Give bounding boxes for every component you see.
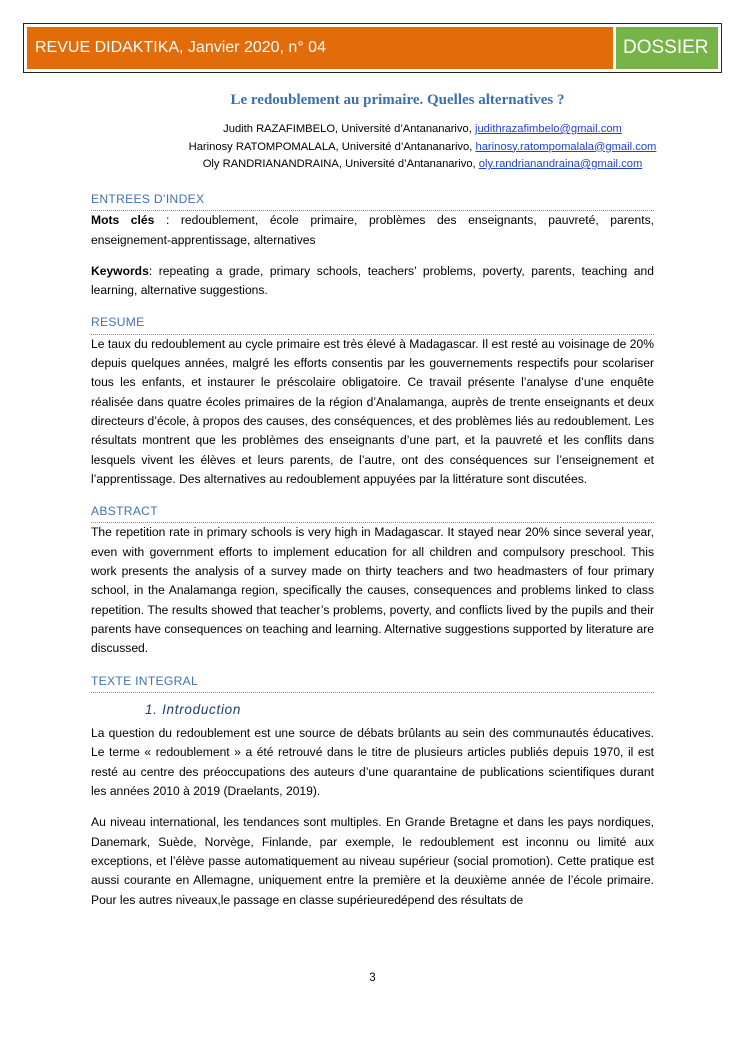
abstract-paragraph: The repetition rate in primary schools is very high in Madagascar. It stayed near 20% since several year, even with government efforts to implement education for all children and compulsory preschool. This work presents the analysis of a survey made on thirty teachers and two headmasters of four primary school, in the Analamanga region, specifically the causes, consequences and problems linked to class repetition. The results showed that teacher’s problems, poverty, and conflicts lived by the pupils and their parents have consequences on teaching and learning. Alternative suggestions supported by literature are discussed. [91,525,654,656]
intro-paragraph-2: Au niveau international, les tendances sont multiples. En Grande Bretagne et dans les pays nordiques, Danemark, Suède, Norvège, Finlande, par exemple, le redoublement est inconnu ou limité aux exceptions, et l’élève passe automatiquement au niveau supérieur (social promotion). Cette pratique est aussi courante en Allemagne, uniquement entre la première et la deuxième année de l’école primaire. Pour les autres niveaux,le passage en classe supérieuredépend des résultats de [91,815,654,907]
author-line [50,156,745,174]
intro-paragraph-1: La question du redoublement est une source de débats brûlants au sein des communautés éducatives. Le terme « redoublement » a été retrouvé dans le titre de plusieurs articles publiés depuis 1970, il est resté au centre des préoccupations des auteurs d’une quarantaine de publications scientifiques durant les années 2010 à 2019 (Draelants, 2019). [91,726,654,799]
texte-integral-heading: TEXTE INTEGRAL [91,672,654,693]
keywords-text: : repeating a grade, primary schools, teachers’ problems, poverty, parents, teaching and learning, alternative suggestions. [91,263,654,298]
section-label-banner: DOSSIER [616,27,718,69]
author-affiliation: Judith RAZAFIMBELO, Université d’Antananarivo, [223,123,475,135]
journal-header [23,23,722,73]
resume-heading: RESUME [91,313,654,334]
mots-cles-text: : redoublement, école primaire, problèmes des enseignants, pauvreté, parents, enseignement-apprentissage, alternatives [91,213,654,247]
author-list [50,121,745,174]
author-line [50,139,745,157]
author-affiliation: Harinosy RATOMPOMALALA, Université d’Antananarivo, [188,140,476,153]
abstract-heading: ABSTRACT [91,502,654,523]
mots-cles-label: Mots clés [91,213,155,228]
article-title: Le redoublement au primaire. Quelles alternatives ? [230,92,565,108]
resume-paragraph: Le taux du redoublement au cycle primaire est très élevé à Madagascar. Il est resté au voisinage de 20% depuis quelques années, malgré les efforts consentis par les gouvernements respectifs pour scolariser tous les enfants, et instaurer le préscolaire obligatoire. Ce travail présente l’analyse d’une enquête réalisée dans quatre écoles primaires de la région d’Analamanga, auprès de trente enseignants et deux directeurs d’école, à propos des causes, des conséquences, et des problèmes liés au redoublement. Les résultats montrent que les problèmes des enseignants d’une part, et la pauvreté et les conflits dans lesquels vivent les élèves et leurs parents, de l’autre, ont des conséquences sur l’enseignement et l’apprentissage. Des alternatives au redoublement appuyées par la littérature sont discutées. [91,336,654,486]
keywords-label: Keywords [91,263,149,278]
author-line [50,121,745,139]
author-email-link[interactable]: harinosy.ratompomalala@gmail.com [475,140,657,153]
article-body [91,190,654,910]
journal-title-banner: REVUE DIDAKTIKA, Janvier 2020, n° 04 [27,27,613,69]
author-affiliation: Oly RANDRIANANDRAINA, Université d’Antananarivo, [202,158,479,170]
introduction-subheading: 1. Introduction [145,701,242,717]
author-email-link[interactable]: oly.randrianandraina@gmail.com [478,158,643,170]
page-number: 3 [369,972,376,984]
mots-cles-paragraph [91,211,654,250]
index-heading: ENTREES D’INDEX [91,190,654,211]
author-email-link[interactable]: judithrazafimbelo@gmail.com [474,123,622,135]
keywords-paragraph [91,262,654,301]
